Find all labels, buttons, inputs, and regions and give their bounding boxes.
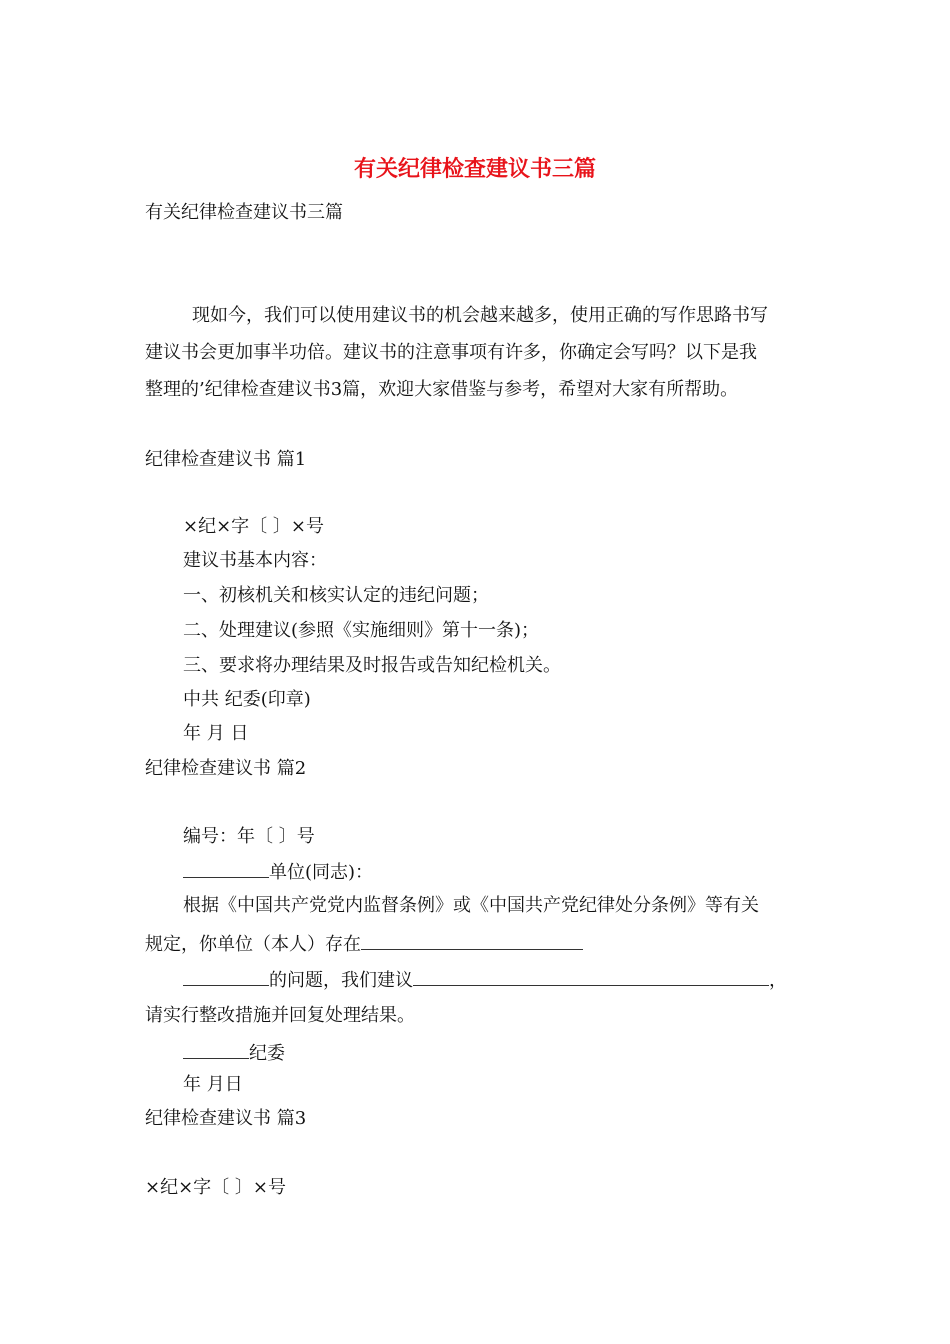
section-2-para-line-1: 根据《中国共产党党内监督条例》或《中国共产党纪律处分条例》等有关 (183, 895, 759, 916)
blank-underline (183, 967, 269, 986)
section-2-para-line-2 (145, 931, 583, 957)
section-2-committee-line (183, 1040, 285, 1066)
intro-line-1: 现如今，我们可以使用建议书的机会越来越多，使用正确的写作思路书写 (192, 305, 768, 326)
blank-underline (413, 967, 769, 986)
section-1-date: 年 月 日 (183, 723, 249, 744)
section-1-number: ×纪×字〔 〕×号 (183, 516, 324, 537)
section-1-heading: 纪律检查建议书 篇1 (145, 449, 307, 470)
section-2-number: 编号：年〔 〕号 (183, 826, 315, 847)
blank-underline (183, 1040, 249, 1059)
section-2-date: 年 月日 (183, 1074, 243, 1095)
section-2-heading: 纪律检查建议书 篇2 (145, 758, 307, 779)
section-1-line: 一、初核机关和核实认定的违纪问题； (183, 585, 489, 606)
committee-label: 纪委 (249, 1043, 285, 1064)
section-1-seal: 中共 纪委(印章) (183, 689, 311, 710)
document-subtitle: 有关纪律检查建议书三篇 (145, 202, 343, 223)
blank-underline (183, 859, 269, 878)
intro-line-2: 建议书会更加事半功倍。建议书的注意事项有许多，你确定会写吗？以下是我 (145, 342, 757, 363)
intro-line-3: 整理的’纪律检查建议书3篇，欢迎大家借鉴与参考，希望对大家有所帮助。 (145, 379, 739, 400)
para-text: 规定，你单位（本人）存在 (145, 934, 361, 955)
document-title: 有关纪律检查建议书三篇 (353, 156, 596, 182)
blank-underline (361, 931, 583, 950)
section-3-number: ×纪×字〔 〕×号 (145, 1177, 286, 1198)
section-1-line: 二、处理建议(参照《实施细则》第十一条)； (183, 620, 540, 641)
section-2-issue-line (183, 967, 787, 993)
section-3-heading: 纪律检查建议书 篇3 (145, 1108, 307, 1129)
section-2-para-end: 请实行整改措施并回复处理结果。 (145, 1005, 415, 1026)
unit-label: 单位(同志)： (269, 862, 374, 883)
section-1-line: 建议书基本内容： (183, 550, 327, 571)
section-2-unit-line (183, 859, 373, 885)
issue-end: ， (769, 970, 787, 991)
section-1-line: 三、要求将办理结果及时报告或告知纪检机关。 (183, 655, 561, 676)
issue-text: 的问题，我们建议 (269, 970, 413, 991)
